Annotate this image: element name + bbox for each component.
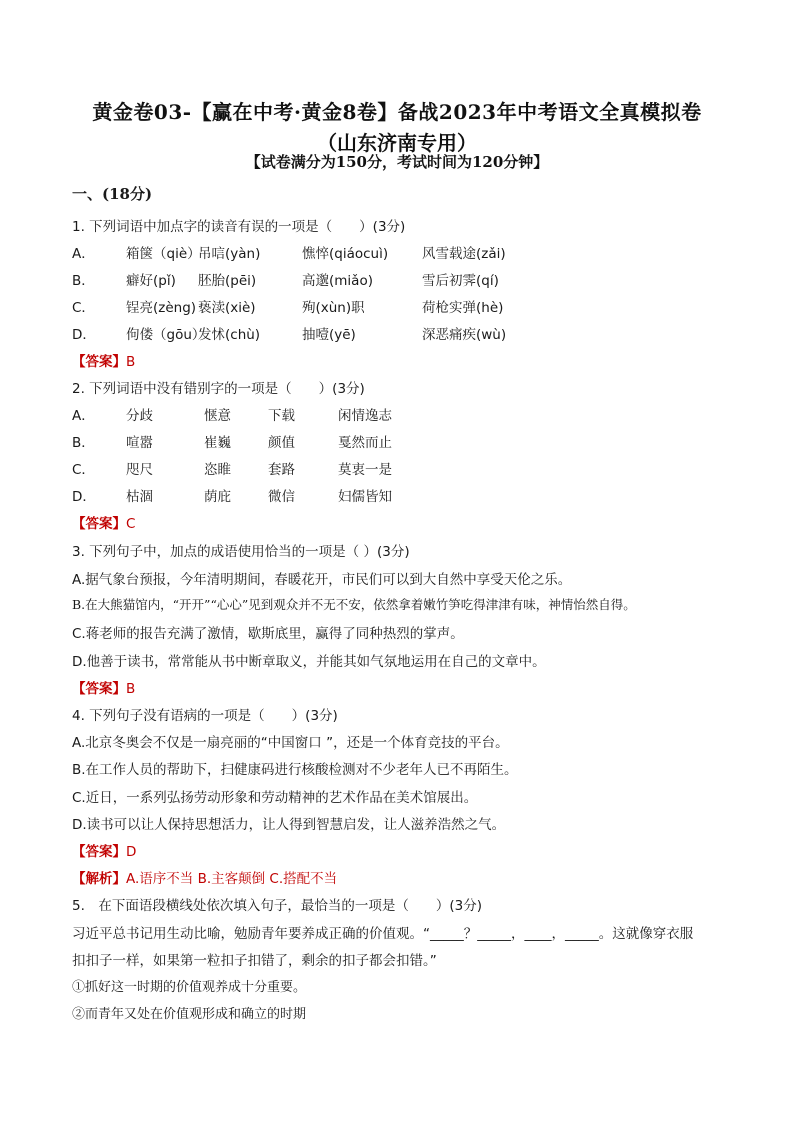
option-word: 箱箧（qiè） <box>126 246 201 262</box>
question-1-answer <box>72 350 135 370</box>
question-3-stem: 3. 下列句子中，加点的成语使用恰当的一项是（ ）(3分) <box>72 544 410 560</box>
section-heading: 一、(18分) <box>72 185 153 203</box>
option-word: 颜值 <box>268 435 295 451</box>
option-letter: B． <box>72 273 95 289</box>
question-4-option-d: D.读书可以让人保持思想活力，让人得到智慧启发，让人滋养浩然之气。 <box>72 817 506 833</box>
option-word: 深恶痛疾(wù) <box>422 327 507 343</box>
answer-value: B <box>126 681 136 697</box>
question-1-stem: 1. 下列词语中加点字的读音有误的一项是（ ）(3分) <box>72 219 406 235</box>
option-word: 风雪载途(zǎi) <box>422 246 506 262</box>
question-2-answer <box>72 512 135 532</box>
option-word: 莫衷一是 <box>338 462 392 478</box>
exam-score-time: 【试卷满分为150分，考试时间为120分钟】 <box>245 153 549 171</box>
option-word: 吊唁(yàn) <box>198 246 261 262</box>
option-word: 胚胎(pēi) <box>198 273 257 289</box>
question-4-analysis <box>72 867 337 887</box>
option-letter: C． <box>72 300 95 316</box>
option-word: 高邈(miǎo) <box>302 273 373 289</box>
option-word: 妇儒皆知 <box>338 489 392 505</box>
answer-value: D <box>126 844 137 860</box>
question-5-stem: 5. 在下面语段横线处依次填入句子，最恰当的一项是（ ）(3分) <box>72 898 483 914</box>
answer-value: B <box>126 354 136 370</box>
option-word: 恣睢 <box>204 462 231 478</box>
option-word: 憔悴(qiáocuì) <box>302 246 389 262</box>
question-5-passage-line-2: 扣扣子一样，如果第一粒扣子扣错了，剩余的扣子都会扣错。” <box>72 953 437 969</box>
question-3-option-b: B.在大熊猫馆内，“开开”“心心”见到观众并不无不安，依然拿着嫩竹笋吃得津津有味，神情怡然自得。 <box>72 597 636 612</box>
option-letter: A． <box>72 246 95 262</box>
question-5-item-1: ①抓好这一时期的价值观养成十分重要。 <box>72 980 307 995</box>
question-3-option-c: C.蒋老师的报告充满了激情，歇斯底里，赢得了同种热烈的掌声。 <box>72 626 464 642</box>
analysis-value: A.语序不当 B.主客颠倒 C.搭配不当 <box>126 871 338 887</box>
option-word: 殉(xùn)职 <box>302 300 365 316</box>
option-word: 亵渎(xiè) <box>198 300 256 316</box>
option-word: 抽噎(yē) <box>302 327 356 343</box>
option-word: 微信 <box>268 489 295 505</box>
option-word: 喧嚣 <box>126 435 153 451</box>
question-2-stem: 2. 下列词语中没有错别字的一项是（ ）(3分) <box>72 381 365 397</box>
option-word: 枯涸 <box>126 489 153 505</box>
option-word: 癖好(pǐ) <box>126 273 176 289</box>
question-3-option-d: D.他善于读书，常常能从书中断章取义，并能其如气氛地运用在自己的文章中。 <box>72 654 546 670</box>
option-word: 崔巍 <box>204 435 231 451</box>
answer-label: 【答案】 <box>72 354 126 370</box>
question-4-option-c: C.近日，一系列弘扬劳动形象和劳动精神的艺术作品在美术馆展出。 <box>72 790 478 806</box>
option-word: 戛然而止 <box>338 435 392 451</box>
option-word: 闲情逸志 <box>338 408 392 424</box>
question-4-option-b: B.在工作人员的帮助下，扫健康码进行核酸检测对不少老年人已不再陌生。 <box>72 762 518 778</box>
question-3-option-a: A.据气象台预报，今年清明期间，春暖花开，市民们可以到大自然中享受天伦之乐。 <box>72 572 572 588</box>
option-word: 咫尺 <box>126 462 153 478</box>
option-word: 发怵(chù) <box>198 327 261 343</box>
option-word: 荷枪实弹(hè) <box>422 300 504 316</box>
exam-title-region: （山东济南专用） <box>317 131 477 155</box>
answer-value: C <box>126 516 136 532</box>
option-word: 套路 <box>268 462 295 478</box>
question-4-stem: 4. 下列句子没有语病的一项是（ ）(3分) <box>72 708 338 724</box>
question-5-item-2: ②而青年又处在价值观形成和确立的时期 <box>72 1007 307 1022</box>
option-letter: C． <box>72 462 95 478</box>
answer-label: 【答案】 <box>72 516 126 532</box>
answer-label: 【答案】 <box>72 844 126 860</box>
analysis-label: 【解析】 <box>72 871 126 887</box>
option-letter: D． <box>72 327 96 343</box>
exam-title: 黄金卷03-【赢在中考·黄金8卷】备战2023年中考语文全真模拟卷 <box>92 100 702 124</box>
option-letter: B． <box>72 435 95 451</box>
option-word: 佝偻（gōu） <box>126 327 206 343</box>
question-3-answer <box>72 677 135 697</box>
option-letter: D． <box>72 489 96 505</box>
option-word: 惬意 <box>204 408 231 424</box>
option-word: 锃亮(zèng) <box>126 300 197 316</box>
option-letter: A． <box>72 408 95 424</box>
option-word: 荫庇 <box>204 489 231 505</box>
option-word: 下载 <box>268 408 295 424</box>
answer-label: 【答案】 <box>72 681 126 697</box>
question-4-option-a: A.北京冬奥会不仅是一扇亮丽的“中国窗口 ”，还是一个体育竞技的平台。 <box>72 735 509 751</box>
question-5-passage-line-1: 习近平总书记用生动比喻，勉励青年要养成正确的价值观。“_____？_____，____，_____。这就像穿衣服 <box>72 926 694 942</box>
question-4-answer <box>72 840 136 860</box>
option-word: 雪后初霁(qí) <box>422 273 499 289</box>
option-word: 分歧 <box>126 408 153 424</box>
